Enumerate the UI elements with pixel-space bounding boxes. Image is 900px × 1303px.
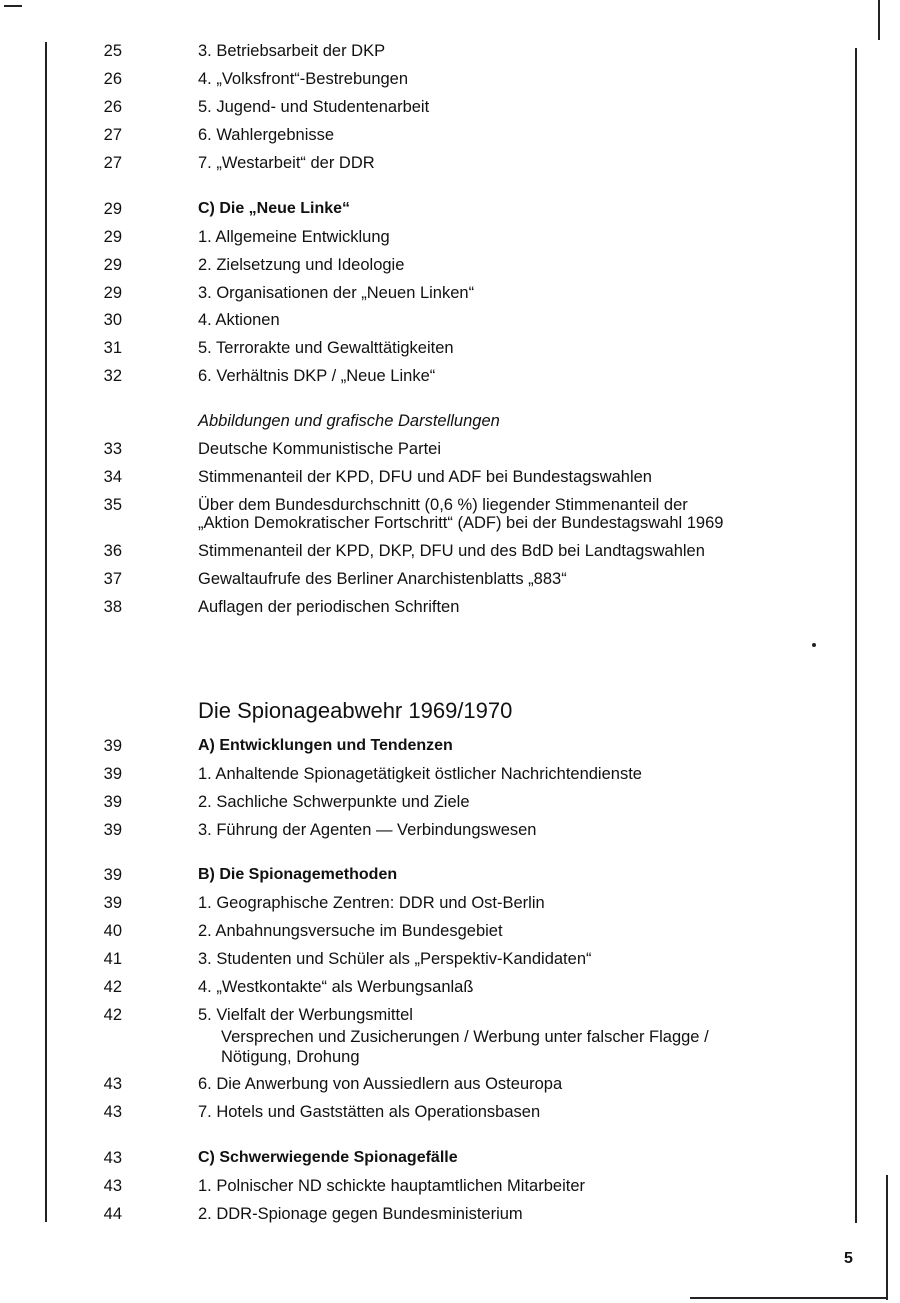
- toc-page: 39: [103, 821, 122, 839]
- toc-page: 39: [103, 866, 122, 884]
- toc-page: 39: [103, 793, 122, 811]
- toc-page: 39: [103, 894, 122, 912]
- toc-page: 29: [103, 228, 122, 246]
- toc-entry: 1. Allgemeine Entwicklung: [198, 228, 390, 246]
- toc-entry: 2. Anbahnungsversuche im Bundesgebiet: [198, 922, 503, 940]
- bottom-rule: [690, 1297, 888, 1299]
- bottom-right-rule: [886, 1175, 888, 1300]
- toc-page: 35: [103, 496, 122, 514]
- toc-entry: 4. „Westkontakte“ als Werbungsanlaß: [198, 978, 474, 996]
- toc-page: 38: [103, 598, 122, 616]
- toc-page: 29: [103, 284, 122, 302]
- figure-entry: Über dem Bundesdurchschnitt (0,6 %) liegender Stimmenanteil der: [198, 496, 688, 514]
- toc-entry: 5. Terrorakte und Gewalttätigkeiten: [198, 339, 454, 357]
- left-margin-rule: [45, 42, 47, 1222]
- toc-entry: 4. „Volksfront“-Bestrebungen: [198, 70, 409, 88]
- toc-page: 43: [103, 1075, 122, 1093]
- toc-entry: 5. Jugend- und Studentenarbeit: [198, 98, 430, 116]
- toc-page: 43: [103, 1149, 122, 1167]
- page-speck: [812, 643, 816, 647]
- toc-entry: 1. Geographische Zentren: DDR und Ost-Berlin: [198, 894, 545, 912]
- section-heading: C) Die „Neue Linke“: [198, 200, 351, 217]
- toc-page: 36: [103, 542, 122, 560]
- figure-entry: Auflagen der periodischen Schriften: [198, 598, 460, 616]
- toc-entry: 5. Vielfalt der Werbungsmittel: [198, 1006, 413, 1024]
- figures-heading: Abbildungen und grafische Darstellungen: [198, 412, 500, 430]
- toc-page: 33: [103, 440, 122, 458]
- toc-page: 43: [103, 1103, 122, 1121]
- toc-page: 32: [103, 367, 122, 385]
- toc-entry: 6. Wahlergebnisse: [198, 126, 335, 144]
- toc-page: 41: [103, 950, 122, 968]
- figure-entry: Stimmenanteil der KPD, DKP, DFU und des BdD bei Landtagswahlen: [198, 542, 705, 560]
- toc-page: 39: [103, 737, 122, 755]
- toc-entry: 2. Zielsetzung und Ideologie: [198, 256, 405, 274]
- toc-entry-continued: Nötigung, Drohung: [221, 1048, 360, 1066]
- toc-page: 39: [103, 765, 122, 783]
- figure-entry: Gewaltaufrufe des Berliner Anarchistenblatts „883“: [198, 570, 567, 588]
- toc-entry: 1. Polnischer ND schickte hauptamtlichen Mitarbeiter: [198, 1177, 586, 1195]
- toc-entry: 2. DDR-Spionage gegen Bundesministerium: [198, 1205, 523, 1223]
- toc-page: 42: [103, 1006, 122, 1024]
- section-heading: B) Die Spionagemethoden: [198, 866, 398, 883]
- toc-page: 26: [103, 70, 122, 88]
- toc-page: 27: [103, 154, 122, 172]
- toc-entry: 7. Hotels und Gaststätten als Operationsbasen: [198, 1103, 541, 1121]
- page-number: 5: [844, 1250, 853, 1267]
- toc-page: 30: [103, 311, 122, 329]
- section-heading: A) Entwicklungen und Tendenzen: [198, 737, 453, 754]
- section-heading: C) Schwerwiegende Spionagefälle: [198, 1149, 458, 1166]
- figure-entry-continued: „Aktion Demokratischer Fortschritt“ (ADF) bei der Bundestagswahl 1969: [198, 514, 724, 532]
- toc-entry: 6. Die Anwerbung von Aussiedlern aus Osteuropa: [198, 1075, 563, 1093]
- top-left-mark: [4, 5, 22, 7]
- toc-page: 37: [103, 570, 122, 588]
- toc-page: 29: [103, 256, 122, 274]
- toc-entry: 3. Führung der Agenten — Verbindungswesen: [198, 821, 537, 839]
- figure-entry: Deutsche Kommunistische Partei: [198, 440, 442, 458]
- right-margin-rule: [855, 48, 857, 1223]
- toc-entry-continued: Versprechen und Zusicherungen / Werbung unter falscher Flagge /: [221, 1028, 709, 1046]
- toc-page: 43: [103, 1177, 122, 1195]
- toc-page: 44: [103, 1205, 122, 1223]
- toc-page: 29: [103, 200, 122, 218]
- toc-entry: 1. Anhaltende Spionagetätigkeit östlicher Nachrichtendienste: [198, 765, 642, 783]
- chapter-title: Die Spionageabwehr 1969/1970: [198, 698, 513, 723]
- top-right-rule: [878, 0, 880, 40]
- toc-entry: 3. Betriebsarbeit der DKP: [198, 42, 386, 60]
- toc-page: 27: [103, 126, 122, 144]
- toc-page: 25: [103, 42, 122, 60]
- toc-entry: 6. Verhältnis DKP / „Neue Linke“: [198, 367, 436, 385]
- toc-page: 40: [103, 922, 122, 940]
- toc-entry: 2. Sachliche Schwerpunkte und Ziele: [198, 793, 470, 811]
- toc-entry: 3. Studenten und Schüler als „Perspektiv-Kandidaten“: [198, 950, 592, 968]
- toc-page: 31: [103, 339, 122, 357]
- toc-entry: 3. Organisationen der „Neuen Linken“: [198, 284, 475, 302]
- toc-entry: 4. Aktionen: [198, 311, 280, 329]
- figure-entry: Stimmenanteil der KPD, DFU und ADF bei Bundestagswahlen: [198, 468, 652, 486]
- toc-page: 34: [103, 468, 122, 486]
- toc-entry: 7. „Westarbeit“ der DDR: [198, 154, 375, 172]
- toc-page: 42: [103, 978, 122, 996]
- toc-page: 26: [103, 98, 122, 116]
